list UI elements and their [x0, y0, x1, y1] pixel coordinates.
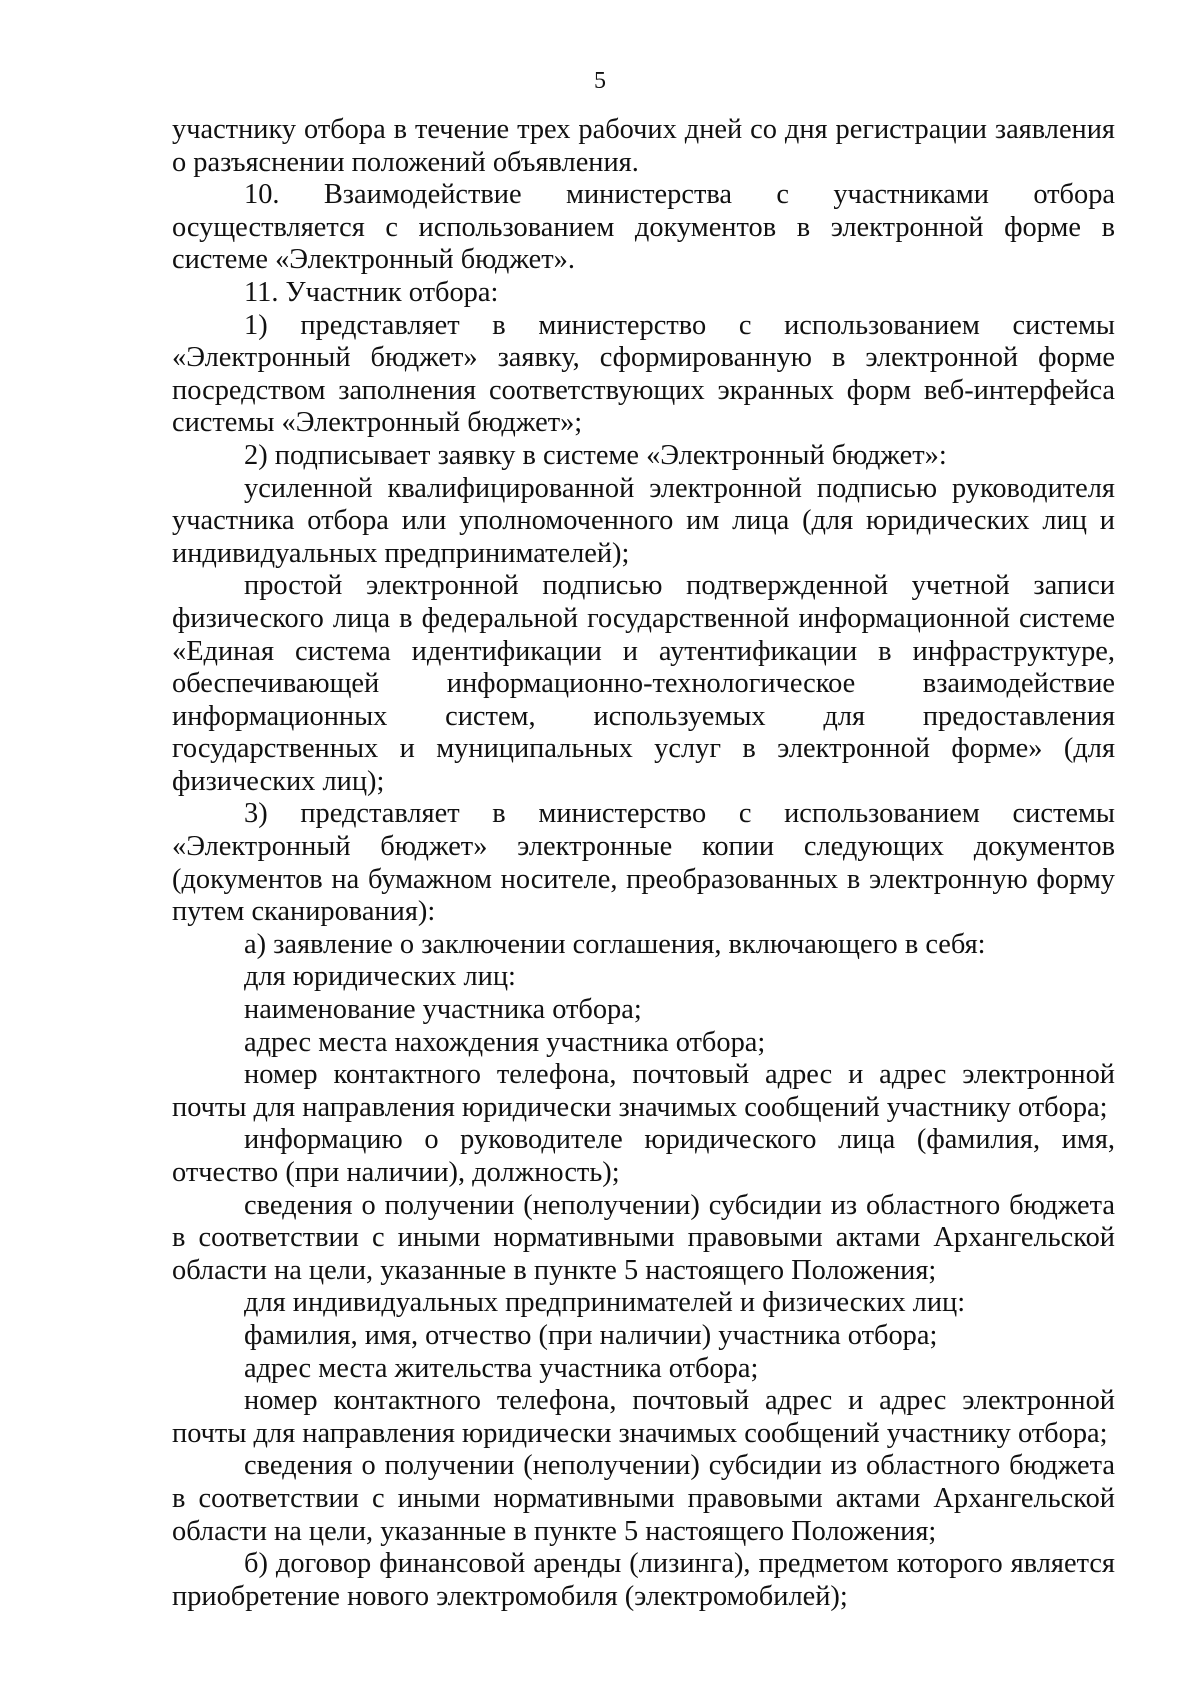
list-item: сведения о получении (неполучении) субсидии из областного бюджета в соответствии с иными нормативными правовыми актами Архангельской области на цели, указанные в пункте 5 настоящего Положения; — [172, 1450, 1115, 1547]
list-item: номер контактного телефона, почтовый адрес и адрес электронной почты для направления юридически значимых сообщений участнику отбора; — [172, 1059, 1115, 1123]
list-item: наименование участника отбора; — [244, 994, 642, 1026]
paragraph-simple-signature: простой электронной подписью подтвержденной учетной записи физического лица в федеральной государственной информационной системе «Единая система идентификации и аутентификации в инфраструктуре, обеспечивающей информационно-технологическое взаимодействие информационных систем, используемых для предоставления государственных и муниципальных услуг в электронной форме» (для физических лиц); — [172, 570, 1115, 797]
paragraph-qualified-signature: усиленной квалифицированной электронной подписью руководителя участника отбора или уполномоченного им лица (для юридических лиц и индивидуальных предпринимателей); — [172, 472, 1115, 569]
page-number: 5 — [594, 68, 606, 94]
paragraph-letter-b: б) договор финансовой аренды (лизинга), предметом которого является приобретение нового электромобиля (электромобилей); — [172, 1548, 1115, 1612]
list-item: сведения о получении (неполучении) субсидии из областного бюджета в соответствии с иными нормативными правовыми актами Архангельской области на цели, указанные в пункте 5 настоящего Положения; — [172, 1189, 1115, 1286]
paragraph-subitem-1: 1) представляет в министерство с использованием системы «Электронный бюджет» заявку, сформированную в электронной форме посредством заполнения соответствующих экранных форм веб-интерфейса системы «Электронный бюджет»; — [172, 309, 1115, 439]
paragraph-item-11: 11. Участник отбора: — [244, 276, 499, 308]
paragraph-legal-entities-heading: для юридических лиц: — [244, 961, 516, 993]
document-body — [172, 114, 1115, 1613]
list-item: фамилия, имя, отчество (при наличии) участника отбора; — [244, 1319, 938, 1351]
paragraph-item-10: 10. Взаимодействие министерства с участниками отбора осуществляется с использованием документов в электронной форме в системе «Электронный бюджет». — [172, 179, 1115, 276]
paragraph-letter-a: а) заявление о заключении соглашения, включающего в себя: — [244, 928, 986, 960]
paragraph-individuals-heading: для индивидуальных предпринимателей и физических лиц: — [244, 1287, 966, 1319]
list-item: номер контактного телефона, почтовый адрес и адрес электронной почты для направления юридически значимых сообщений участнику отбора; — [172, 1385, 1115, 1449]
paragraph-subitem-2: 2) подписывает заявку в системе «Электронный бюджет»: — [244, 439, 947, 471]
list-item: адрес места нахождения участника отбора; — [244, 1026, 766, 1058]
list-item: информацию о руководителе юридического лица (фамилия, имя, отчество (при наличии), должность); — [172, 1124, 1115, 1188]
paragraph-continuation: участнику отбора в течение трех рабочих дней со дня регистрации заявления о разъяснении положений объявления. — [172, 114, 1115, 178]
paragraph-subitem-3: 3) представляет в министерство с использованием системы «Электронный бюджет» электронные копии следующих документов (документов на бумажном носителе, преобразованных в электронную форму путем сканирования): — [172, 798, 1115, 928]
list-item: адрес места жительства участника отбора; — [244, 1352, 759, 1384]
